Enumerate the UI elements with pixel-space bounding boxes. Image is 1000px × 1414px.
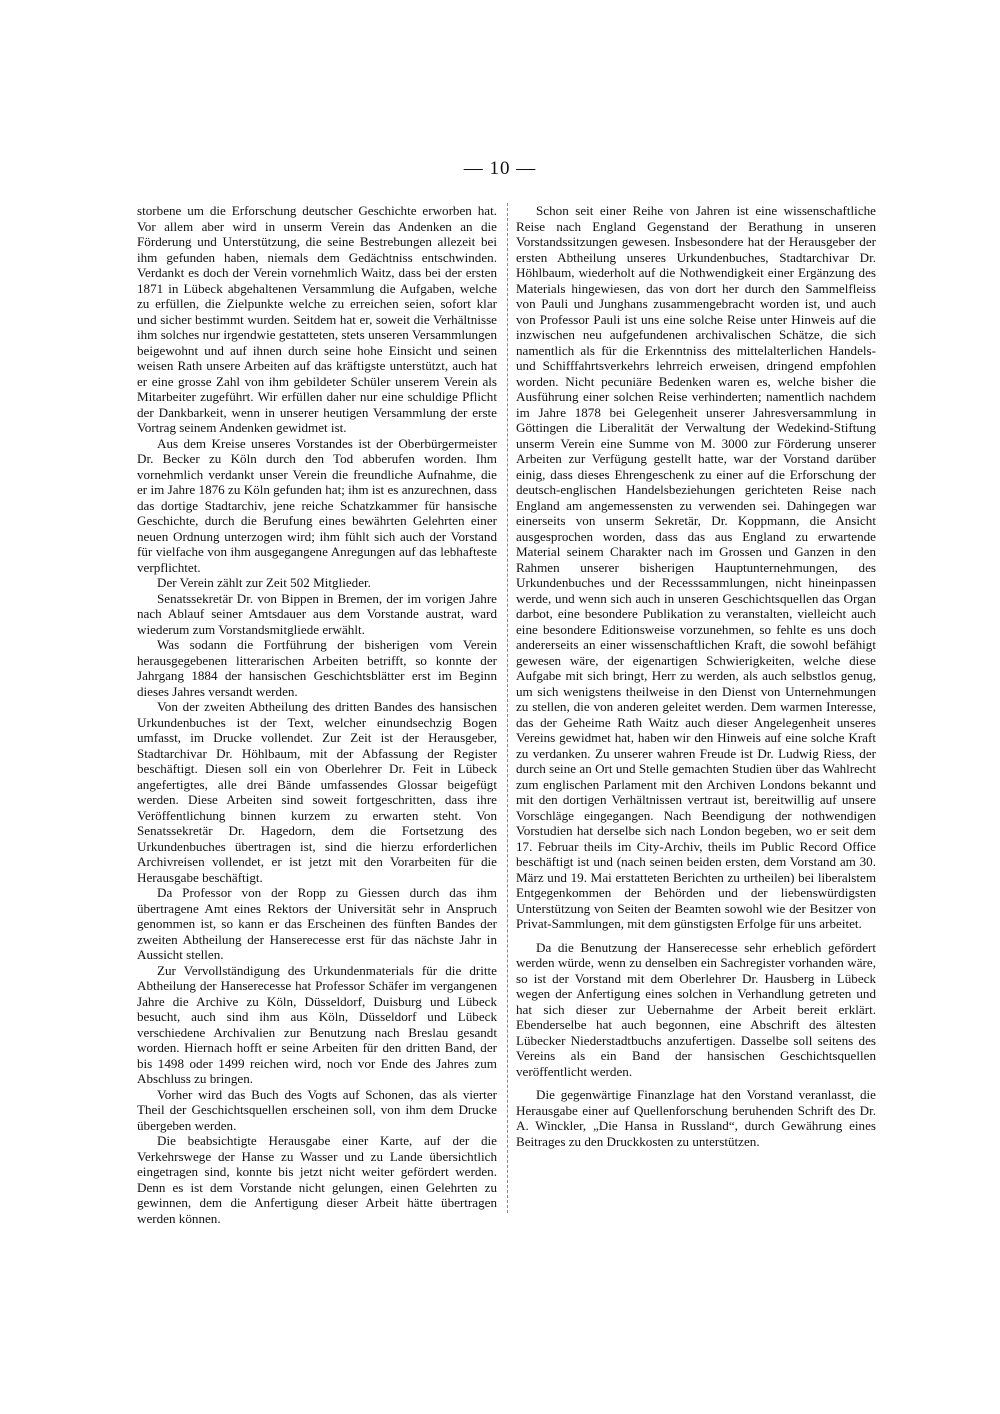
paragraph: Zur Vervollständigung des Urkundenmaterials für die dritte Abtheilung der Hanserecesse hat Professor Schäfer im vergangenen Jahre die Archive zu Köln, Düsseldorf, Duisburg und Lübeck besucht, auch sind ihm aus Köln, Düsseldorf und Lübeck verschiedene Archivalien zur Benutzung nach Breslau gesandt worden. Hiernach hofft er seine Arbeiten für den dritten Band, der bis 1498 oder 1499 reichen wird, noch vor Ende des Jahres zum Abschluss zu bringen. [137,962,497,1086]
page-number: — 10 — [463,158,537,179]
left-column [137,203,497,1226]
paragraph: Da Professor von der Ropp zu Giessen durch das ihm übertragene Amt eines Rektors der Universität sehr in Anspruch genommen ist, so kann er das Erscheinen des fünften Bandes der zweiten Abtheilung der Hanserecesse erst für das nächste Jahr in Aussicht stellen. [137,885,497,962]
paragraph: Vorher wird das Buch des Vogts auf Schonen, das als vierter Theil der Geschichtsquellen erscheinen soll, von ihm dem Drucke übergeben werden. [137,1086,497,1133]
paragraph: storbene um die Erforschung deutscher Geschichte erworben hat. Vor allem aber wird in unserm Verein das Andenken an die Förderung und Unterstützung, die seine Bestrebungen allezeit bei ihm gefunden haben, niemals dem Gedächtniss entschwinden. Verdankt es doch der Verein vornehmlich Waitz, dass bei der ersten 1871 in Lübeck abgehaltenen Versammlung die Aufgaben, welche zu erfüllen, die Zielpunkte welche zu erreichen seien, sofort klar und sicher bestimmt wurden. Seitdem hat er, soweit die Verhältnisse ihm solches nur irgendwie gestatteten, stets unseren Versammlungen beigewohnt und auf ihnen durch seine hohe Einsicht und seinen weisen Rath unsere Arbeiten auf das kräftigste unterstützt, auch hat er eine grosse Zahl von ihm gebildeter Schüler unserem Verein als Mitarbeiter zugeführt. Wir erfüllen daher nur eine schuldige Pflicht der Dankbarkeit, wenn in unserer heutigen Versammlung der erste Vortrag seinem Andenken gewidmet ist. [137,203,497,435]
paragraph: Die gegenwärtige Finanzlage hat den Vorstand veranlasst, die Herausgabe einer auf Quellenforschung beruhenden Schrift des Dr. A. Winckler, „Die Hansa in Russland“, durch Gewährung eines Beitrages zu den Druckkosten zu unterstützen. [516,1087,876,1149]
right-column [516,203,876,1149]
paragraph: Der Verein zählt zur Zeit 502 Mitglieder. [157,575,371,590]
column-divider [507,203,508,1213]
paragraph: Von der zweiten Abtheilung des dritten Bandes des hansischen Urkundenbuches ist der Text, welcher einundsechzig Bogen umfasst, im Drucke vollendet. Zur Zeit ist der Herausgeber, Stadtarchivar Dr. Höhlbaum, mit der Abfassung der Register beschäftigt. Diesen soll ein von Oberlehrer Dr. Feit in Lübeck angefertigtes, alle drei Bände umfassendes Glossar beigefügt werden. Diese Arbeiten sind soweit fortgeschritten, dass ihre Veröffentlichung binnen kurzem zu erwarten steht. Von Senatssekretär Dr. Hagedorn, dem die Fortsetzung des Urkundenbuches übertragen ist, sind die hierzu erforderlichen Archivreisen vollendet, er ist jetzt mit den Vorarbeiten für die Herausgabe beschäftigt. [137,699,497,885]
paragraph: Aus dem Kreise unseres Vorstandes ist der Oberbürgermeister Dr. Becker zu Köln durch den Tod abberufen worden. Ihm vornehmlich verdankt unser Verein die freundliche Aufnahme, die er im Jahre 1876 zu Köln gefunden hat; ihm ist es anzurechnen, dass das dortige Stadtarchiv, jene reiche Schatzkammer für hansische Geschichte, durch die Berufung eines bewährten Gelehrten einer neuen Ordnung unterzogen wird; ihm fühlt sich auch der Vorstand für vielfache von ihm ausgegangene Anregungen auf das lebhafteste verpflichtet. [137,435,497,575]
paragraph: Senatssekretär Dr. von Bippen in Bremen, der im vorigen Jahre nach Ablauf seiner Amtsdauer aus dem Vorstande austrat, ward wiederum zum Vorstandsmitgliede erwählt. [137,590,497,637]
paragraph: Schon seit einer Reihe von Jahren ist eine wissenschaftliche Reise nach England Gegenstand der Berathung in unseren Vorstandssitzungen gewesen. Insbesondere hat der Herausgeber der ersten Abtheilung unseres Urkundenbuches, Stadtarchivar Dr. Höhlbaum, wiederholt auf die Nothwendigkeit einer Ergänzung des Materials hingewiesen, das von dort her durch den Sammelfleiss von Pauli und Junghans zusammengebracht worden ist, und auch von Professor Pauli ist uns eine solche Reise unter Hinweis auf die inzwischen neu aufgefundenen archivalischen Schätze, die sich namentlich als für die Erkenntniss des mittelalterlichen Handels- und Schifffahrtsverkehrs lehrreich erweisen, dringend empfohlen worden. Nicht pecuniäre Bedenken waren es, welche bisher die Ausführung einer solchen Reise verhinderten; namentlich nachdem im Jahre 1878 bei Gelegenheit unserer Jahresversammlung in Göttingen die Liberalität der Verwaltung der Wedekind-Stiftung unserm Verein eine Summe von M. 3000 zur Förderung unserer Arbeiten zur Verfügung gestellt hatte, war der Vorstand darüber einig, dass dieses Ehrengeschenk zu einer auf die Erforschung der deutsch-englischen Handelsbeziehungen gerichteten Reise nach England am angemessensten zu verwenden sei. Dahingegen war einerseits von unserm Sekretär, Dr. Koppmann, die Ansicht ausgesprochen worden, dass das aus England zu erwartende Material seinem Charakter nach im Grossen und Ganzen in den Rahmen unserer bisherigen Hauptunternehmungen, des Urkundenbuches und der Recesssammlungen, nicht hineinpassen werde, und wenn sich auch in unseren Geschichtsquellen das Organ darbot, eine besondere Publikation zu veranstalten, vielleicht auch eine besondere Editionsweise vorzunehmen, so fehlte es uns doch andererseits an einer wissenschaftlichen Kraft, die sowohl befähigt gewesen wäre, der eigenartigen Schwierigkeiten, welche diese Aufgabe mit sich bringt, Herr zu werden, als auch selbstlos genug, um sich wenigstens theilweise in den Dienst von Unternehmungen zu stellen, die von anderen geleitet werden. Dem warmen Interesse, das der Geheime Rath Waitz auch dieser Angelegenheit unseres Vereins gewidmet hat, haben wir den Hinweis auf eine solche Kraft zu verdanken. Zu unserer wahren Freude ist Dr. Ludwig Riess, der durch seine an Ort und Stelle gemachten Studien über das Wahlrecht zum englischen Parlament mit den Archiven Londons bekannt und mit den dortigen Verhältnissen vertraut ist, bereitwillig auf unsere Vorschläge eingegangen. Nach Beendigung der nothwendigen Vorstudien hat derselbe sich nach London begeben, wo er seit dem 17. Februar theils im City-Archiv, theils im Public Record Office beschäftigt ist und (nach seinen beiden ersten, dem Vorstand am 30. März und 19. Mai erstatteten Berichten zu urtheilen) bei liberalstem Entgegenkommen der Behörden und der liebenswürdigsten Unterstützung von Seiten der Beamten sowohl wie der Besitzer von Privat-Sammlungen, mit dem günstigsten Erfolge für uns arbeitet. [516,203,876,931]
paragraph: Da die Benutzung der Hanserecesse sehr erheblich gefördert werden würde, wenn zu denselben ein Sachregister vorhanden wäre, so ist der Vorstand mit dem Oberlehrer Dr. Hausberg in Lübeck wegen der Anfertigung eines solchen in Verhandlung getreten und hat sich dieser zur Uebernahme der Arbeit bereit erklärt. Ebenderselbe hat auch begonnen, eine Abschrift des ältesten Lübecker Niederstadtbuchs anzufertigen. Dasselbe soll seitens des Vereins als ein Band der hansischen Geschichtsquellen veröffentlicht werden. [516,939,876,1079]
paragraph: Was sodann die Fortführung der bisherigen vom Verein herausgegebenen litterarischen Arbeiten betrifft, so konnte der Jahrgang 1884 der hansischen Geschichtsblätter erst im Beginn dieses Jahres versandt werden. [137,637,497,699]
paragraph: Die beabsichtigte Herausgabe einer Karte, auf der die Verkehrswege der Hanse zu Wasser und zu Lande übersichtlich eingetragen sind, konnte bis jetzt nicht weiter gefördert werden. Denn es ist dem Vorstande nicht gelungen, einen Gelehrten zu gewinnen, dem die Anfertigung dieser Arbeit hätte übertragen werden können. [137,1133,497,1226]
